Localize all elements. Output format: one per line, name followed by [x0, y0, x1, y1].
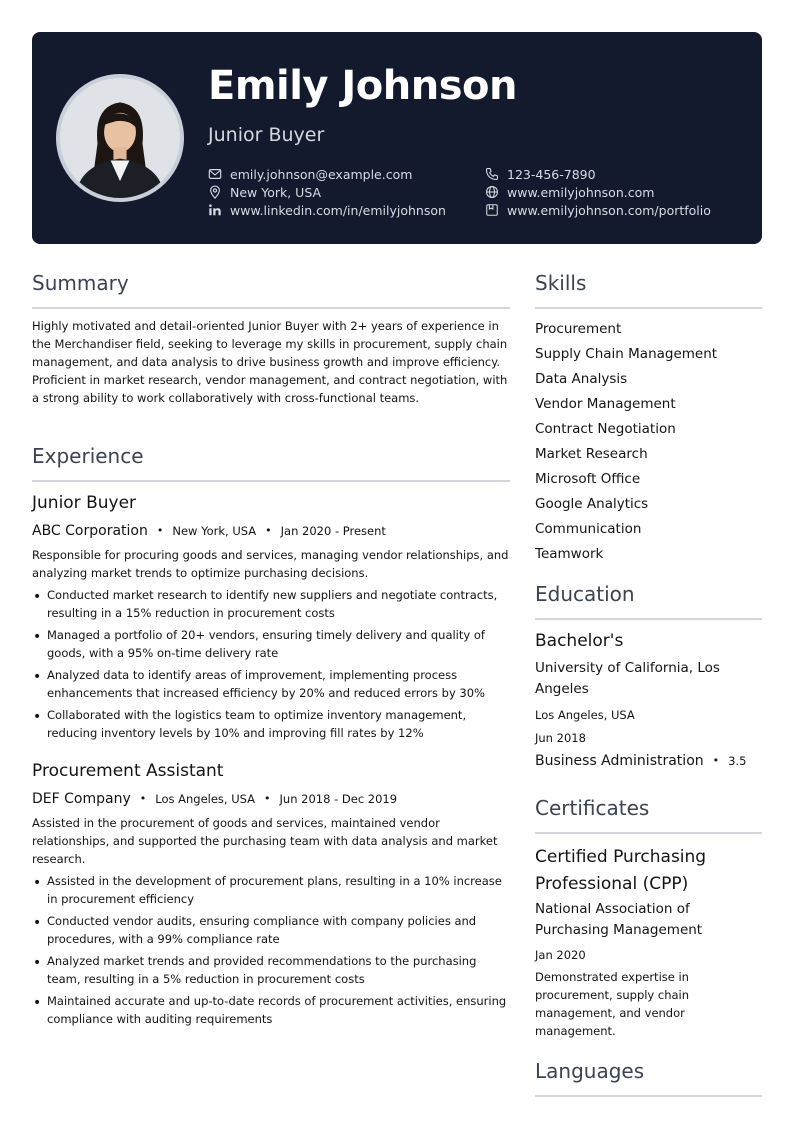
- contact-linkedin-text: www.linkedin.com/in/emilyjohnson: [230, 202, 446, 218]
- skills-heading: Skills: [535, 271, 587, 295]
- education-heading: Education: [535, 582, 635, 606]
- summary-heading: Summary: [32, 271, 129, 295]
- contact-linkedin[interactable]: [208, 201, 446, 219]
- certificate-date: Jan 2020: [535, 948, 586, 962]
- job-meta: [32, 790, 397, 808]
- certificates-heading: Certificates: [535, 796, 650, 820]
- list-item: • Analyzed market trends and provided recommendations to the purchasing team, resulting in a 5% reduction in procurement costs: [32, 952, 510, 988]
- certificate-description: Demonstrated expertise in procurement, supply chain management, and vendor management.: [535, 970, 690, 1038]
- job-achievements: [32, 586, 510, 746]
- job-meta: [32, 522, 386, 540]
- email-icon: [208, 167, 222, 181]
- education-school: University of California, Los Angeles: [535, 660, 720, 697]
- skill-item: Vendor Management: [535, 396, 676, 412]
- education-gpa: 3.5: [728, 754, 747, 768]
- list-item: • Analyzed data to identify areas of improvement, implementing process enhancements that increased efficiency by 20% and reduced errors by 30%: [32, 666, 510, 702]
- phone-icon: [485, 167, 499, 181]
- summary-divider: [32, 307, 510, 309]
- list-item: • Maintained accurate and up-to-date records of procurement activities, ensuring compliance with auditing requirements: [32, 992, 510, 1028]
- job-location: New York, USA: [172, 524, 257, 538]
- job-dates: Jun 2018 - Dec 2019: [279, 792, 398, 806]
- skills-list: [535, 317, 717, 567]
- experience-divider: [32, 480, 510, 482]
- profile-photo: [56, 74, 184, 202]
- skill-item: Procurement: [535, 321, 622, 337]
- list-item: • Conducted vendor audits, ensuring compliance with company policies and procedures, with a 99% compliance rate: [32, 912, 510, 948]
- resume-header: [32, 32, 762, 244]
- separator-dot: •: [712, 754, 720, 767]
- languages-heading: Languages: [535, 1059, 645, 1083]
- separator-dot: •: [265, 524, 272, 537]
- contact-website[interactable]: [485, 183, 654, 201]
- list-item: • Assisted in the development of procurement plans, resulting in a 10% increase in procurement efficiency: [32, 872, 510, 908]
- skill-item: Microsoft Office: [535, 471, 641, 487]
- education-date: Jun 2018: [535, 731, 586, 745]
- list-item: • Collaborated with the logistics team to optimize inventory management, reducing inventory levels by 10% and improving fill rates by 12%: [32, 706, 510, 742]
- location-icon: [208, 185, 222, 199]
- contact-portfolio[interactable]: [485, 201, 711, 219]
- skill-item: Teamwork: [535, 546, 604, 562]
- skills-divider: [535, 307, 762, 309]
- linkedin-icon: [208, 203, 222, 217]
- certificates-divider: [535, 832, 762, 834]
- separator-dot: •: [156, 524, 164, 537]
- job-location: Los Angeles, USA: [155, 792, 256, 806]
- skill-item: Contract Negotiation: [535, 421, 676, 437]
- job-achievements: [32, 872, 510, 1032]
- skill-item: Data Analysis: [535, 371, 628, 387]
- job-dates: Jan 2020 - Present: [280, 524, 386, 538]
- contact-location: [208, 183, 321, 201]
- experience-heading: Experience: [32, 444, 144, 468]
- list-item: • Conducted market research to identify new suppliers and negotiate contracts, resulting in a 15% reduction in procurement costs: [32, 586, 510, 622]
- contact-website-text: www.emilyjohnson.com: [507, 184, 655, 200]
- job-title: Junior Buyer: [32, 493, 137, 513]
- education-field: Business Administration: [535, 753, 704, 769]
- job-company: DEF Company: [32, 791, 131, 807]
- job-company: ABC Corporation: [32, 523, 148, 539]
- contact-location-text: New York, USA: [230, 184, 322, 200]
- job-description: Responsible for procuring goods and services, managing vendor relationships, and analyzing market trends to optimize purchasing decisions.: [32, 548, 509, 580]
- contact-email[interactable]: [208, 165, 412, 183]
- certificate-name: Certified Purchasing Professional (CPP): [535, 847, 707, 894]
- skill-item: Communication: [535, 521, 642, 537]
- contact-email-text: emily.johnson@example.com: [230, 166, 413, 182]
- job-title: Procurement Assistant: [32, 761, 224, 781]
- education-divider: [535, 618, 762, 620]
- languages-divider: [535, 1095, 762, 1097]
- education-location: Los Angeles, USA: [535, 708, 635, 722]
- separator-dot: •: [264, 792, 271, 805]
- contact-portfolio-text: www.emilyjohnson.com/portfolio: [507, 202, 711, 218]
- list-item: • Managed a portfolio of 20+ vendors, ensuring timely delivery and quality of goods, with a 95% on-time delivery rate: [32, 626, 510, 662]
- contact-phone[interactable]: [485, 165, 596, 183]
- skill-item: Market Research: [535, 446, 648, 462]
- summary-text: Highly motivated and detail-oriented Junior Buyer with 2+ years of experience in the Merchandiser field, seeking to leverage my skills in procurement, supply chain management, and data analysis to drive business growth and improve efficiency. Proficient in market research, vendor management, and contract negotiation, with a strong ability to work collaboratively with cross-functional teams.: [32, 319, 508, 405]
- candidate-name: Emily Johnson: [208, 63, 518, 109]
- job-description: Assisted in the procurement of goods and services, maintained vendor relationships, and supported the purchasing team with data analysis and market research.: [32, 816, 498, 866]
- education-field-row: [535, 752, 746, 770]
- skill-item: Supply Chain Management: [535, 346, 718, 362]
- contact-phone-text: 123-456-7890: [507, 166, 596, 182]
- portfolio-icon: [485, 203, 499, 217]
- separator-dot: •: [139, 792, 147, 805]
- candidate-role: Junior Buyer: [208, 124, 325, 146]
- certificate-issuer: National Association of Purchasing Management: [535, 901, 703, 938]
- education-degree: Bachelor's: [535, 631, 624, 651]
- globe-icon: [485, 185, 499, 199]
- avatar-illustration: [60, 78, 180, 198]
- skill-item: Google Analytics: [535, 496, 649, 512]
